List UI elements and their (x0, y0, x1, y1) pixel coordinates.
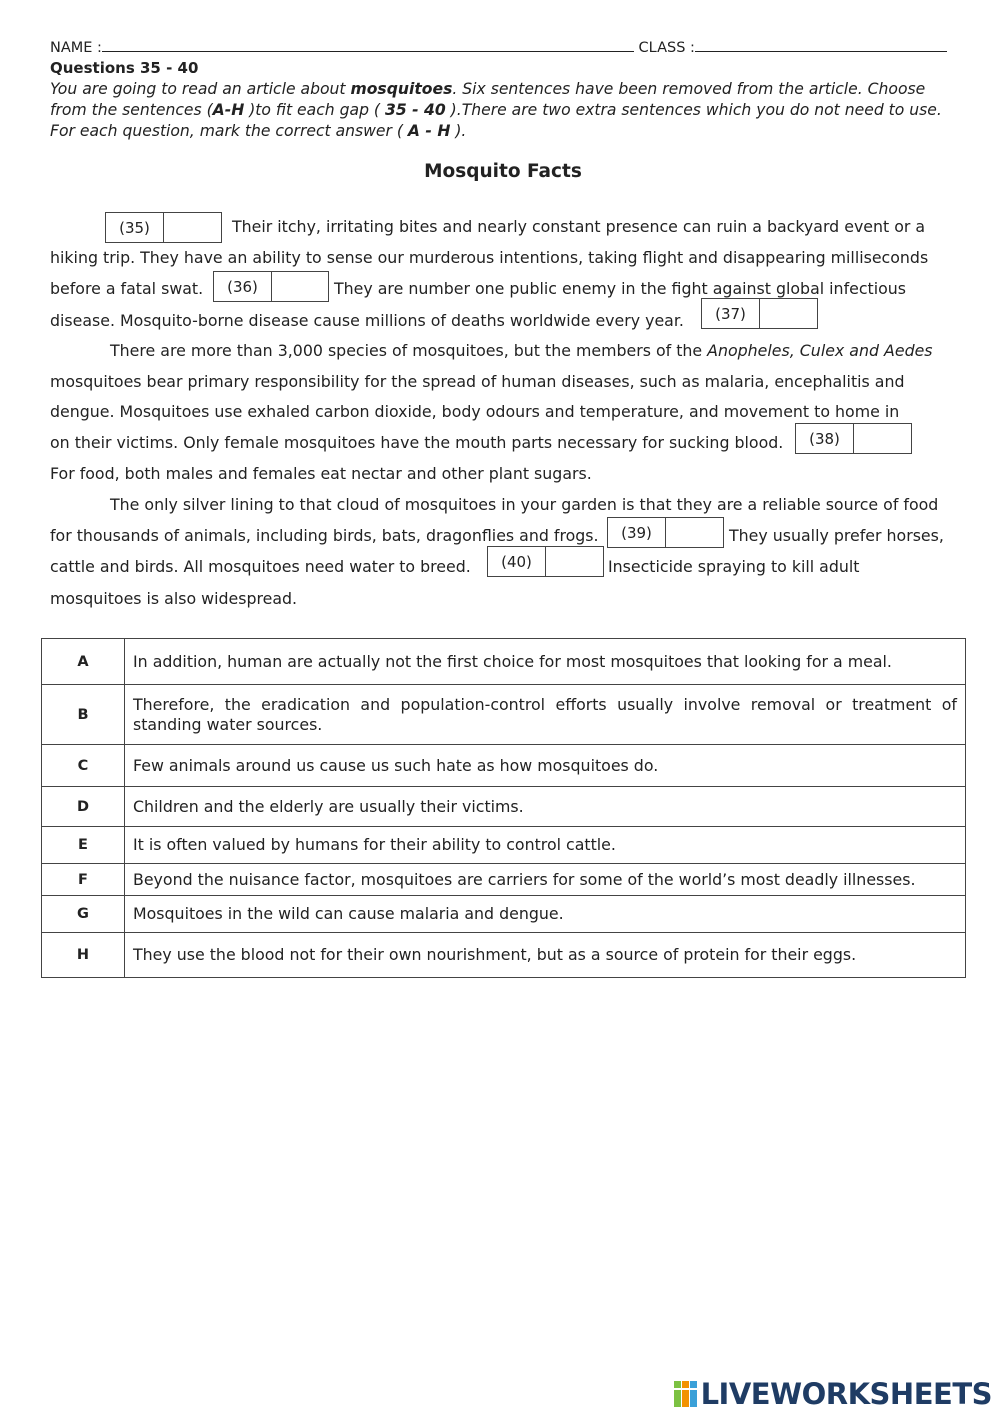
option-letter: H (42, 933, 125, 978)
option-text: It is often valued by humans for their ability to control cattle. (125, 827, 966, 864)
option-letter: B (42, 685, 125, 745)
article-line: dengue. Mosquitoes use exhaled carbon dioxide, body odours and temperature, and movement to home in (50, 402, 900, 421)
article-line: cattle and birds. All mosquitoes need water to breed. (50, 557, 471, 576)
article-line: hiking trip. They have an ability to sense our murderous intentions, taking flight and disappearing milliseconds (50, 248, 929, 267)
gap-36-answer-box[interactable] (213, 271, 329, 302)
article-line: Their itchy, irritating bites and nearly constant presence can ruin a backyard event or a (232, 217, 926, 236)
name-label: NAME : (50, 40, 102, 56)
gap-37-answer-box[interactable] (701, 298, 818, 329)
name-field[interactable] (102, 37, 634, 52)
article-line: on their victims. Only female mosquitoes have the mouth parts necessary for sucking blood. (50, 433, 784, 452)
article-line: for thousands of animals, including birds, bats, dragonflies and frogs. (50, 526, 599, 545)
option-text: Therefore, the eradication and population-control efforts usually involve removal or treatment of standing water sources. (125, 685, 966, 745)
gap-number: (39) (608, 518, 666, 547)
article-line: Insecticide spraying to kill adult (608, 557, 860, 576)
class-field[interactable] (695, 37, 947, 52)
table-row (42, 896, 966, 933)
table-row (42, 745, 966, 787)
table-row (42, 827, 966, 864)
option-text: Children and the elderly are usually their victims. (125, 787, 966, 827)
article-line: mosquitoes is also widespread. (50, 589, 298, 608)
gap-40-answer-box[interactable] (487, 546, 604, 577)
article-line: For food, both males and females eat nectar and other plant sugars. (50, 464, 592, 483)
table-row (42, 685, 966, 745)
liveworksheets-logo-icon (674, 1381, 698, 1407)
gap-number: (36) (214, 272, 272, 301)
questions-title: Questions 35 - 40 (50, 59, 199, 77)
option-text: Mosquitoes in the wild can cause malaria and dengue. (125, 896, 966, 933)
option-letter: E (42, 827, 125, 864)
liveworksheets-logo (674, 1374, 992, 1414)
article-line: There are more than 3,000 species of mosquitoes, but the members of the Anopheles, Culex and Aedes (110, 341, 933, 360)
article-line: disease. Mosquito-borne disease cause millions of deaths worldwide every year. (50, 311, 684, 330)
option-text: Beyond the nuisance factor, mosquitoes are carriers for some of the world’s most deadly illnesses. (125, 864, 966, 896)
table-row (42, 639, 966, 685)
option-text: They use the blood not for their own nourishment, but as a source of protein for their eggs. (125, 933, 966, 978)
option-text: Few animals around us cause us such hate as how mosquitoes do. (125, 745, 966, 787)
article-line: They usually prefer horses, (729, 526, 944, 545)
article-line: mosquitoes bear primary responsibility for the spread of human diseases, such as malaria, encephalitis and (50, 372, 905, 391)
gap-number: (37) (702, 299, 760, 328)
option-letter: A (42, 639, 125, 685)
option-text: In addition, human are actually not the first choice for most mosquitoes that looking for a meal. (125, 639, 966, 685)
option-letter: F (42, 864, 125, 896)
article-title: Mosquito Facts (424, 161, 582, 182)
student-info-line (50, 37, 960, 56)
gap-39-answer-box[interactable] (607, 517, 724, 548)
article-line: before a fatal swat. (50, 279, 204, 298)
article-line: They are number one public enemy in the fight against global infectious (334, 279, 907, 298)
article-line: The only silver lining to that cloud of mosquitoes in your garden is that they are a reliable source of food (110, 495, 939, 514)
logo-text: LIVEWORKSHEETS (700, 1377, 992, 1411)
option-letter: C (42, 745, 125, 787)
gap-number: (38) (796, 424, 854, 453)
gap-number: (35) (106, 213, 164, 242)
instructions: You are going to read an article about mosquitoes. Six sentences have been removed from the article. Choose from the sentences (A-H )to fit each gap ( 35 - 40 ).There are two extra sentences which you do not need to use. For each question, mark the correct answer ( A - H ). (50, 80, 942, 140)
option-letter: D (42, 787, 125, 827)
option-letter: G (42, 896, 125, 933)
table-row (42, 864, 966, 896)
gap-35-answer-box[interactable] (105, 212, 222, 243)
options-table (41, 638, 966, 978)
gap-38-answer-box[interactable] (795, 423, 912, 454)
gap-number: (40) (488, 547, 546, 576)
table-row (42, 787, 966, 827)
class-label: CLASS : (638, 40, 695, 56)
table-row (42, 933, 966, 978)
